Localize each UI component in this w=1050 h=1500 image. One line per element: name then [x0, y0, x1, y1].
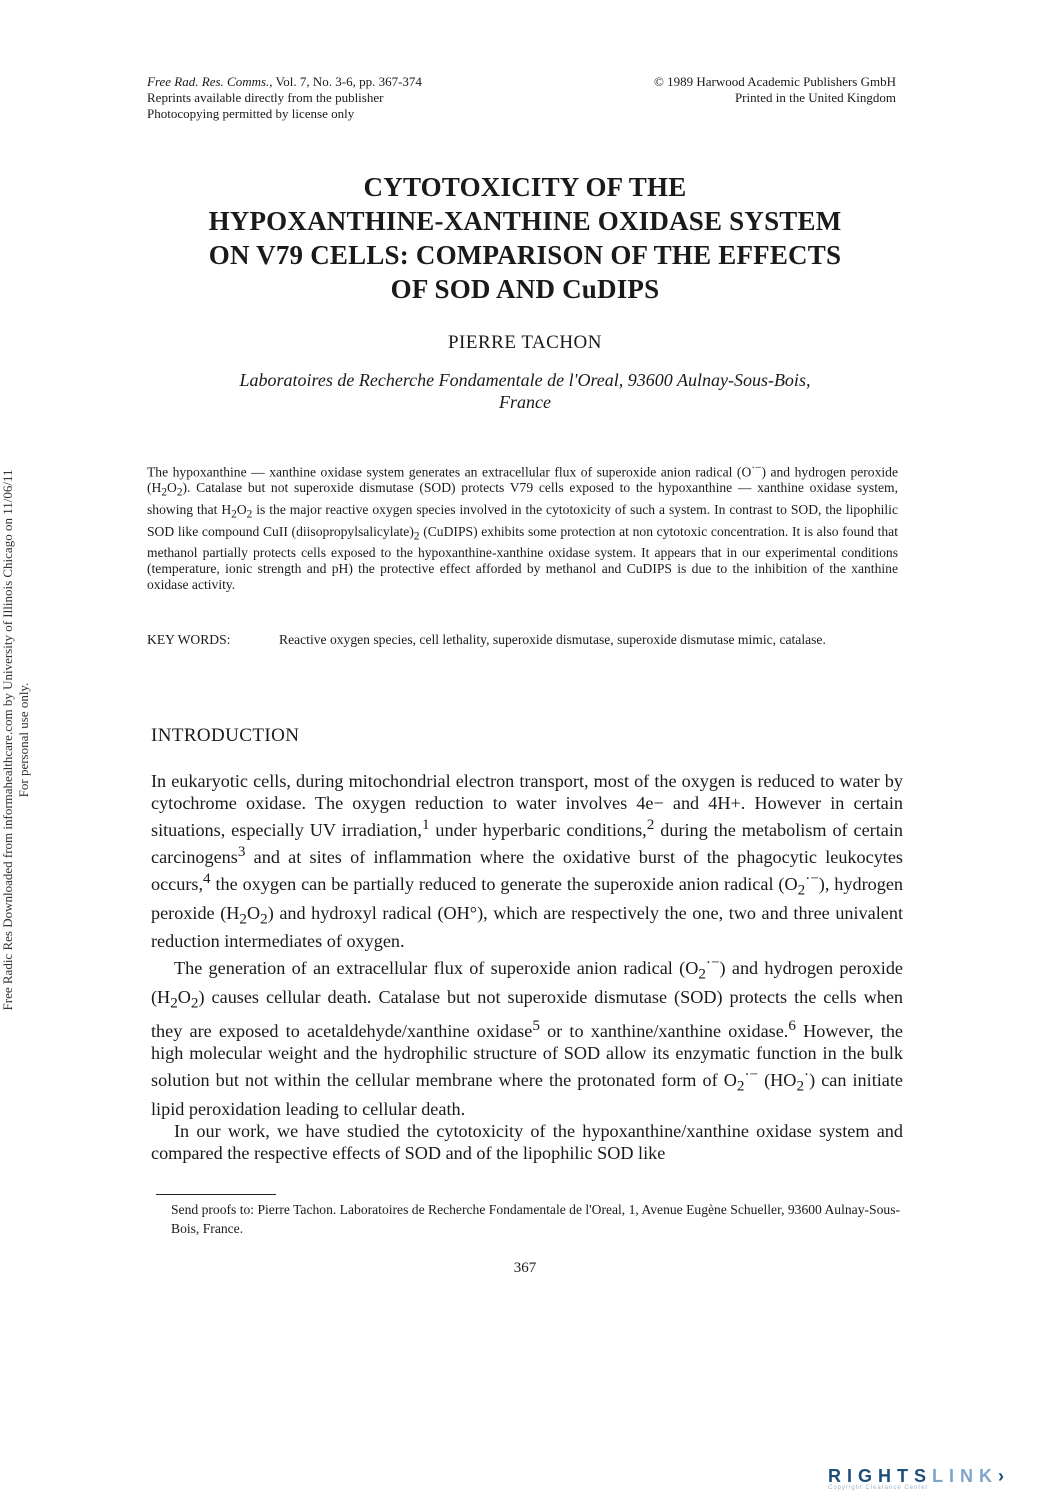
title-line: ON V79 CELLS: COMPARISON OF THE EFFECTS — [208, 240, 842, 270]
body-text-run: O — [177, 987, 191, 1008]
body-text-run: O — [246, 902, 261, 923]
abstract-text: (O — [736, 464, 752, 480]
subscript: 2 — [231, 508, 237, 521]
superscript: ·− — [744, 1065, 759, 1083]
subscript: 2 — [176, 487, 183, 500]
reference-marker: 4 — [203, 870, 211, 888]
body-text-run: In eukaryotic cells, during mitochondrial electron transport, most of the oxygen is reduced to water by cytochrome oxidase. The oxygen reduction to water involves 4e− and 4H+. However in certain situations, especially UV irradiation, — [151, 771, 903, 841]
superscript: ·− — [751, 462, 762, 474]
reprints-note: Reprints available directly from the publisher — [147, 90, 384, 105]
journal-header-left — [147, 74, 567, 122]
body-text-run: or to xanthine/xanthine oxidase. — [539, 1020, 789, 1041]
body-text-run: under hyperbaric conditions, — [429, 820, 647, 841]
reference-marker: 2 — [646, 816, 655, 833]
subscript: 2 — [161, 487, 168, 500]
subscript: 2 — [796, 1077, 805, 1095]
superscript: ·− — [705, 954, 720, 972]
body-text — [151, 770, 903, 1164]
photocopying-note: Photocopying permitted by license only — [147, 106, 355, 121]
citation-details: , Vol. 7, No. 3-6, pp. 367-374 — [269, 74, 422, 89]
reference-marker: 1 — [421, 816, 430, 833]
abstract-text: The hypoxanthine — xanthine oxidase system generates an extracellular flux of superoxide anion radical — [147, 464, 733, 480]
rightslink-subtitle: Copyright Clearance Center — [828, 1485, 929, 1491]
subscript: 2 — [170, 994, 178, 1012]
subscript: 2 — [736, 1077, 745, 1095]
keywords-text: Reactive oxygen species, cell lethality, superoxide dismutase, superoxide dismutase mimic, catalase. — [279, 632, 826, 647]
page-number: 367 — [513, 1260, 537, 1276]
footnote-rule — [156, 1194, 276, 1195]
subscript: 2 — [797, 881, 806, 899]
rightslink-wordmark — [828, 1466, 1028, 1487]
subscript: 2 — [260, 910, 268, 928]
reference-marker: 6 — [788, 1016, 796, 1034]
rightslink-part: LINK — [932, 1466, 999, 1486]
body-text-run: The generation of an extracellular flux of superoxide anion radical (O — [174, 958, 699, 979]
body-text-run: the oxygen can be partially reduced to generate the superoxide anion radical (O — [210, 874, 798, 895]
body-text-run: However, the high molecular weight and the hydrophilic structure of SOD allow its enzymatic function in the bulk solution but not within the cellular membrane where the protonated form of O — [151, 1020, 903, 1090]
abstract-text: ). Catalase but not superoxide dismutase (SOD) protects V79 cells exposed to the hypoxanthine — xanthine oxidase system, showing that H — [147, 480, 898, 518]
body-text-run: ) and hydroxyl radical (OH°), which are respectively the one, two and three univalent reduction intermediates of oxygen. — [151, 902, 903, 952]
download-margin-note — [0, 380, 40, 1100]
rightslink-logo — [828, 1466, 1028, 1491]
body-text-run: ), hydrogen peroxide (H — [151, 874, 904, 923]
rightslink-arrow-icon: › — [998, 1466, 1011, 1486]
journal-name: Free Rad. Res. Comms. — [147, 74, 270, 89]
paragraph: In our work, we have studied the cytotoxicity of the hypoxanthine/xanthine oxidase system and compared the respective effects of SOD and of the lipophilic SOD like — [151, 1120, 903, 1163]
superscript: ·− — [805, 870, 819, 888]
subscript: 2 — [190, 994, 199, 1012]
paragraph — [151, 952, 903, 1119]
title-line: OF SOD AND CuDIPS — [390, 274, 660, 304]
body-text-run: and at sites of inflammation where the oxidative burst of the phagocytic leukocytes occurs, — [151, 847, 903, 895]
paragraph — [151, 770, 903, 952]
printed-note: Printed in the United Kingdom — [734, 90, 896, 105]
affiliation-line: Laboratoires de Recherche Fondamentale de l'Oreal, 93600 Aulnay-Sous-Bois, — [239, 370, 811, 390]
article-title — [140, 170, 910, 306]
abstract-text: O — [167, 480, 177, 496]
keywords — [147, 631, 898, 648]
author-name: PIERRE TACHON — [447, 332, 602, 353]
reference-marker: 5 — [532, 1016, 540, 1034]
abstract-text: is the major reactive oxygen species involved in the cytotoxicity of such a system. In contrast to SOD, the lipophilic SOD like compound CuII (diisopropylsalicylate) — [147, 502, 898, 539]
body-text-run: ) and hydrogen peroxide (H — [151, 958, 904, 1008]
section-heading: INTRODUCTION — [151, 725, 300, 746]
affiliation — [150, 369, 900, 413]
affiliation-line: France — [499, 392, 551, 412]
abstract-text: O — [236, 502, 247, 518]
body-text-run: (HO — [758, 1069, 797, 1090]
keywords-label: KEY WORDS: — [147, 632, 231, 647]
reference-marker: 3 — [237, 843, 246, 861]
rightslink-part: RIGHTS — [828, 1466, 933, 1486]
title-line: HYPOXANTHINE-XANTHINE OXIDASE SYSTEM — [208, 206, 842, 236]
margin-note-line: Free Radic Res Downloaded from informahealthcare.com by University of Illinois Chicago on 11/06/11 — [0, 469, 15, 1011]
subscript: 2 — [239, 910, 247, 928]
abstract-text: (CuDIPS) exhibits some protection at non cytotoxic concentration. It is also found that methanol partially protects cells exposed to the hypoxanthine-xanthine oxidase system. It appears that in our experimental conditions (temperature, ionic strength and pH) the protective effect afforded by methanol and CuDIPS is due to the inhibition of the xanthine oxidase activity. — [147, 523, 898, 593]
copyright-note: © 1989 Harwood Academic Publishers GmbH — [653, 74, 896, 89]
body-text-run: ) causes cellular death. Catalase but not superoxide dismutase (SOD) protects the cells when they are exposed to acetaldehyde/xanthine oxidase — [151, 987, 903, 1041]
body-text-run: during the metabolism of certain carcinogens — [151, 820, 903, 868]
journal-citation — [147, 74, 567, 90]
footnote: Send proofs to: Pierre Tachon. Laboratoires de Recherche Fondamentale de l'Oreal, 1, Avenue Eugène Schueller, 93600 Aulnay-Sous-Bois, France. — [171, 1202, 901, 1236]
abstract-text: ) and hydrogen peroxide (H — [147, 464, 899, 496]
abstract — [147, 461, 898, 593]
subscript: 2 — [698, 966, 706, 984]
journal-header-right — [560, 74, 896, 106]
superscript: · — [804, 1065, 810, 1083]
margin-note-line: For personal use only. — [16, 682, 31, 798]
subscript: 2 — [246, 508, 253, 521]
body-text-run: ) can initiate lipid peroxidation leading to cellular death. — [151, 1069, 903, 1119]
title-line: CYTOTOXICITY OF THE — [363, 172, 687, 202]
subscript: 2 — [413, 530, 420, 543]
